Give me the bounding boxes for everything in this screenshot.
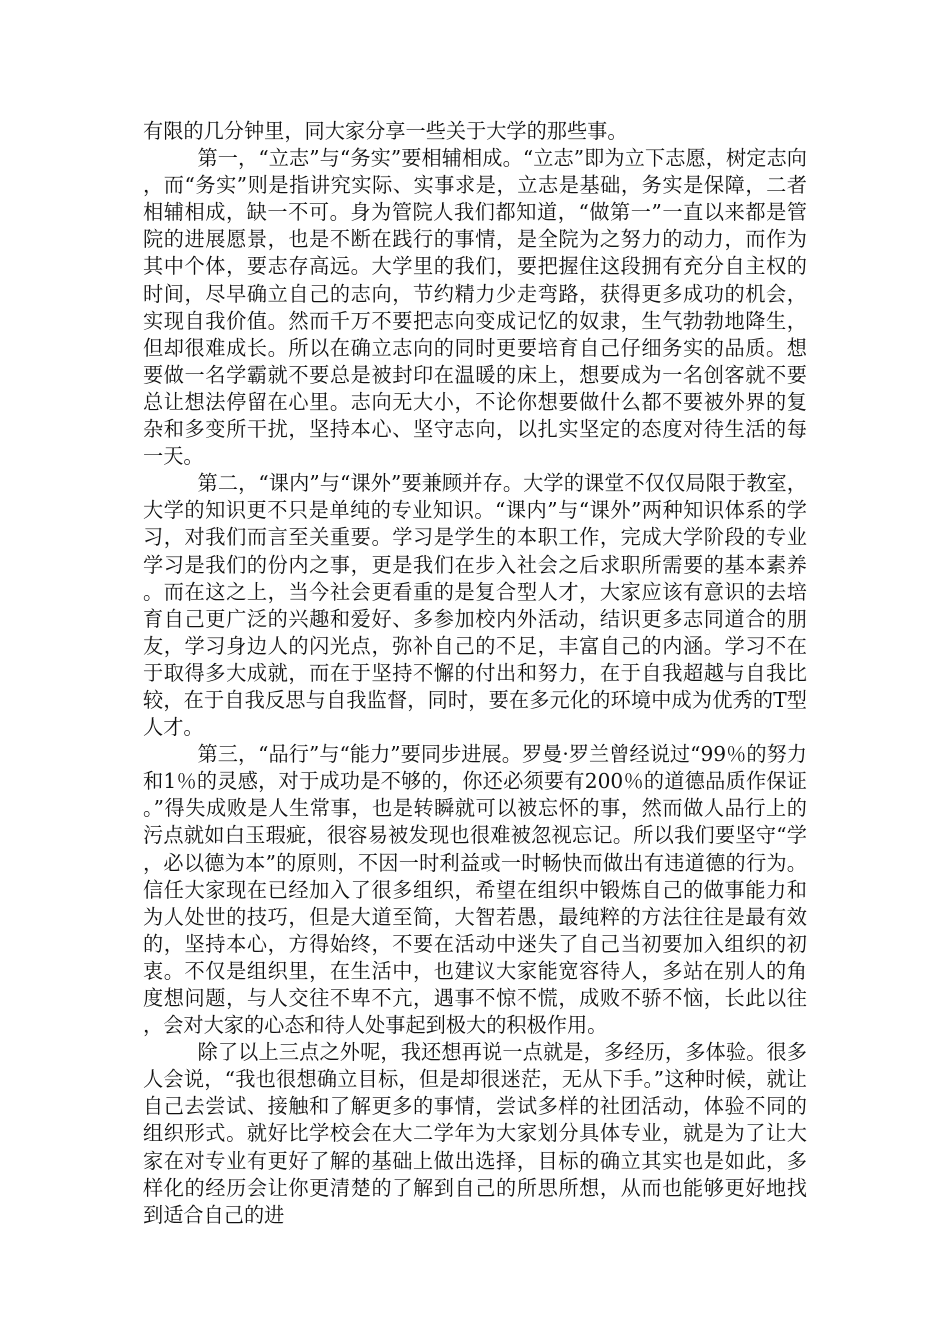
document-page — [143, 118, 807, 1278]
paragraph-point-one: 第一，“立志”与“务实”要相辅相成。“立志”即为立下志愿，树定志向，而“务实”则是指讲究实际、实事求是，立志是基础，务实是保障，二者相辅相成，缺一不可。身为管院人我们都知道，“做第一”一直以来都是管院的进展愿景，也是不断在践行的事情，是全院为之努力的动力，而作为其中个体，要志存高远。大学里的我们，要把握住这段拥有充分自主权的时间，尽早确立自己的志向，节约精力少走弯路，获得更多成功的机会，实现自我价值。然而千万不要把志向变成记忆的奴隶，生气勃勃地降生，但却很难成长。所以在确立志向的同时更要培育自己仔细务实的品质。想要做一名学霸就不要总是被封印在温暖的床上，想要成为一名创客就不要总让想法停留在心里。志向无大小，不论你想要做什么都不要被外界的复杂和多变所干扰，坚持本心、坚守志向，以扎实坚定的态度对待生活的每一天。 — [143, 146, 807, 469]
paragraph-point-three: 第三，“品行”与“能力”要同步进展。罗曼·罗兰曾经说过“99％的努力和1％的灵感，对于成功是不够的，你还必须要有200％的道德品质作保证。”得失成败是人生常事，也是转瞬就可以被忘怀的事，然而做人品行上的污点就如白玉瑕疵，很容易被发现也很难被忽视忘记。所以我们要坚守“学，必以德为本”的原则，不因一时利益或一时畅快而做出有违道德的行为。信任大家现在已经加入了很多组织，希望在组织中锻炼自己的做事能力和为人处世的技巧，但是大道至简，大智若愚，最纯粹的方法往往是最有效的，坚持本心，方得始终，不要在活动中迷失了自己当初要加入组织的初衷。不仅是组织里，在生活中，也建议大家能宽容待人，多站在别人的角度想问题，与人交往不卑不亢，遇事不惊不慌，成败不骄不恼，长此以往，会对大家的心态和待人处事起到极大的积极作用。 — [143, 742, 807, 1038]
paragraph-point-two: 第二，“课内”与“课外”要兼顾并存。大学的课堂不仅仅局限于教室，大学的知识更不只是单纯的专业知识。“课内”与“课外”两种知识体系的学习，对我们而言至关重要。学习是学生的本职工作，完成大学阶段的专业学习是我们的份内之事，更是我们在步入社会之后求职所需要的基本素养。而在这之上，当今社会更看重的是复合型人才，大家应该有意识的去培育自己更广泛的兴趣和爱好、多参加校内外活动，结识更多志同道合的朋友，学习身边人的闪光点，弥补自己的不足，丰富自己的内涵。学习不在于取得多大成就，而在于坚持不懈的付出和努力，在于自我超越与自我比较，在于自我反思与自我监督，同时，要在多元化的环境中成为优秀的T型人才。 — [143, 471, 807, 740]
paragraph-intro-continued: 有限的几分钟里，同大家分享一些关于大学的那些事。 — [143, 119, 628, 143]
paragraph-additional-point: 除了以上三点之外呢，我还想再说一点就是，多经历，多体验。很多人会说，“我也很想确立目标，但是却很迷茫，无从下手。”这种时候，就让自己去尝试、接触和了解更多的事情，尝试多样的社团活动，体验不同的组织形式。就好比学校会在大二学年为大家划分具体专业，就是为了让大家在对专业有更好了解的基础上做出选择，目标的确立其实也是如此，多样化的经历会让你更清楚的了解到自己的所思所想，从而也能够更好地找到适合自己的进 — [143, 1040, 807, 1227]
